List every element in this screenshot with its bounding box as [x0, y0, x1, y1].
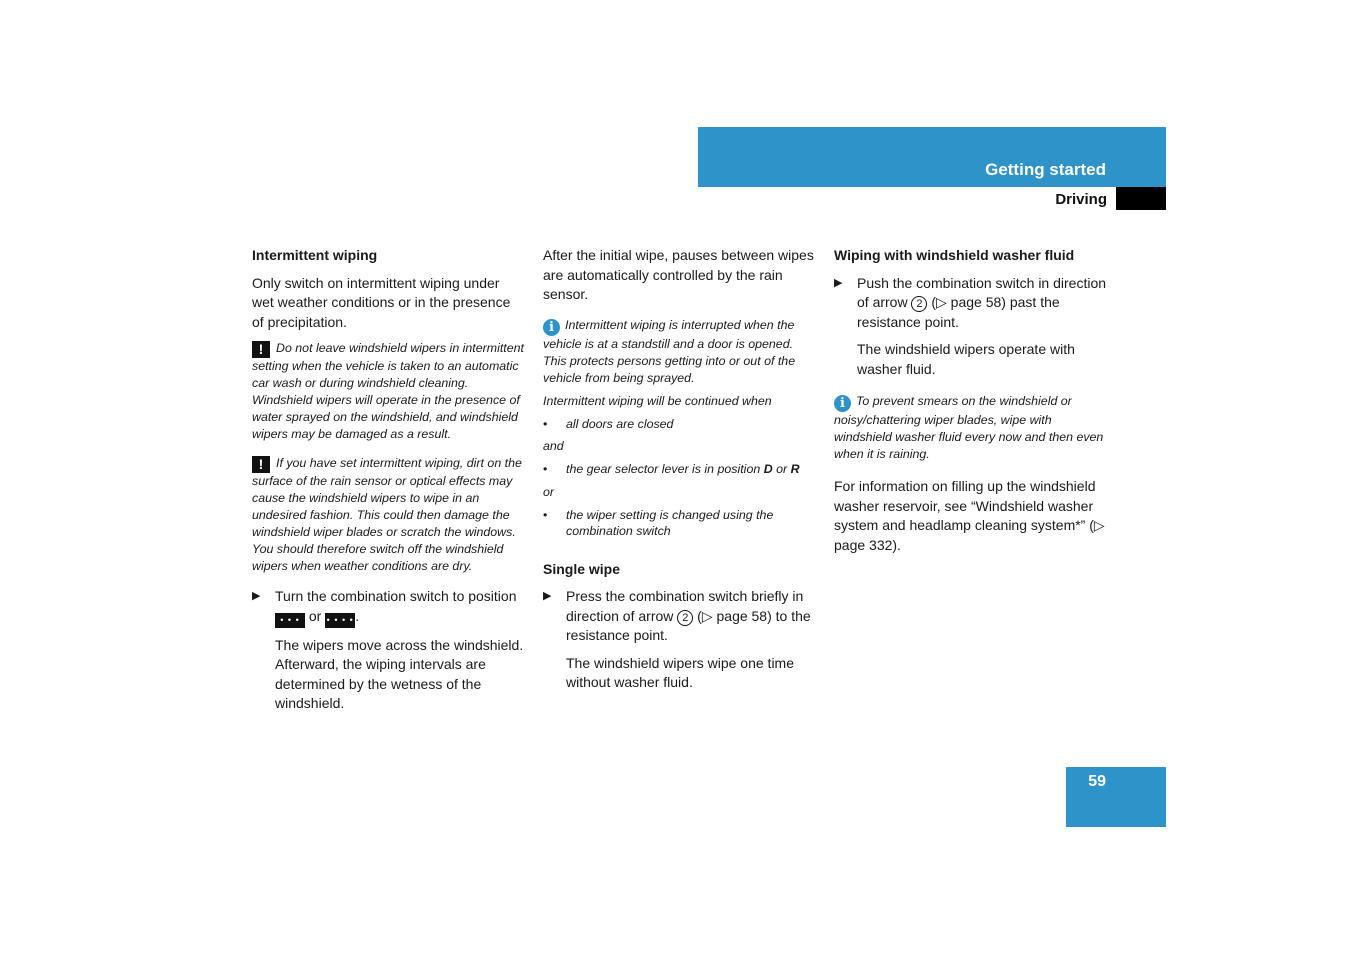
heading-single-wipe: Single wipe [543, 560, 621, 577]
step-result: The windshield wipers wipe one time without washer fluid. [566, 654, 794, 690]
step-arrow-icon: ▶ [543, 590, 552, 602]
section-tab-marker [1116, 187, 1166, 210]
info-icon: i [543, 319, 560, 336]
column-3 [834, 246, 1109, 563]
info-icon: i [834, 395, 851, 412]
arrow-number-badge: 2 [677, 610, 693, 626]
intermittent-intro: Only switch on intermittent wiping under wet weather conditions or in the presence of precipitation. [252, 274, 511, 330]
continued-when: Intermittent wiping will be continued when [543, 393, 772, 408]
step-result: The windshield wipers operate with washer fluid. [857, 341, 1075, 377]
rain-sensor-intro: After the initial wipe, pauses between wipes are automatically controlled by the rain sensor. [543, 247, 814, 302]
step-arrow-icon: ▶ [834, 276, 843, 289]
heading-intermittent-wiping: Intermittent wiping [252, 247, 378, 263]
list-item: • the wiper setting is changed using the combination switch [543, 507, 774, 538]
chapter-title: Getting started [985, 160, 1106, 179]
section-title: Driving [1055, 191, 1107, 208]
page-number-box [1066, 767, 1166, 827]
heading-washer-fluid: Wiping with windshield washer fluid [834, 247, 1075, 263]
list-item: • all doors are closed [543, 416, 674, 431]
intermittent-position-2-icon: • • • • [325, 613, 355, 628]
gear-d: D [763, 462, 773, 476]
warning-text-1: Do not leave windshield wipers in intermittent setting when the vehicle is taken to an automatic car wash or during windshield cleaning. Windshield wipers will operate in the presence of water sprayed on the windshield, and windshield wipers may be damaged as a result. [252, 341, 524, 441]
step-or: or [308, 607, 322, 624]
info-note-1 [543, 317, 815, 387]
step-turn-switch [252, 587, 524, 628]
warning-text-2: If you have set intermittent wiping, dirt on the surface of the rain sensor or optical effects may cause the windshield wipers to wipe in an undesired fashion. This could then damage the windshield wiper blades or scratch the windows. You should therefore switch off the windshield wipers when weather conditions are dry. [252, 456, 522, 573]
washer-reservoir-info: For information on filling up the windshield washer reservoir, see “Windshield washer system and headlamp cleaning system*” (▷ page 332). [834, 478, 1105, 553]
step-result: The wipers move across the windshield. Afterward, the wiping intervals are determined by the wetness of the windshield. [275, 636, 524, 711]
step-text: Turn the combination switch to position [275, 588, 517, 604]
warning-note-2 [252, 455, 524, 575]
arrow-number-badge: 2 [911, 296, 927, 312]
conjunction-and: and [543, 439, 564, 453]
intermittent-position-1-icon: • • • [275, 613, 305, 628]
warning-icon: ! [252, 341, 270, 358]
info-text-2: To prevent smears on the windshield or noisy/chattering wiper blades, wipe with windshield washer fluid every now and then even when it is raining. [834, 394, 1104, 461]
step-period: . [355, 607, 360, 624]
info-note-2 [834, 393, 1109, 463]
step-arrow-icon: ▶ [252, 590, 261, 602]
column-2 [543, 246, 815, 701]
warning-icon: ! [252, 456, 270, 473]
info-text-1: Intermittent wiping is interrupted when the vehicle is at a standstill and a door is opened. This protects persons getting into or out of the vehicle from being sprayed. [543, 317, 796, 385]
step-press-switch: ▶ Press the combination switch briefly in direction of arrow 2 (▷ page 58) to the resistance point. [543, 588, 811, 643]
page-number: 59 [1088, 773, 1106, 790]
step-push-switch: ▶ Push the combination switch in direction of arrow 2 (▷ page 58) past the resistance point. [834, 274, 1107, 330]
gear-r: R [790, 462, 800, 476]
chapter-header-band [698, 127, 1166, 187]
conjunction-or: or [543, 484, 555, 499]
warning-note-1 [252, 340, 524, 443]
section-header [1000, 187, 1166, 210]
column-1 [252, 246, 524, 722]
list-item: • the gear selector lever is in position D or R [543, 462, 800, 476]
